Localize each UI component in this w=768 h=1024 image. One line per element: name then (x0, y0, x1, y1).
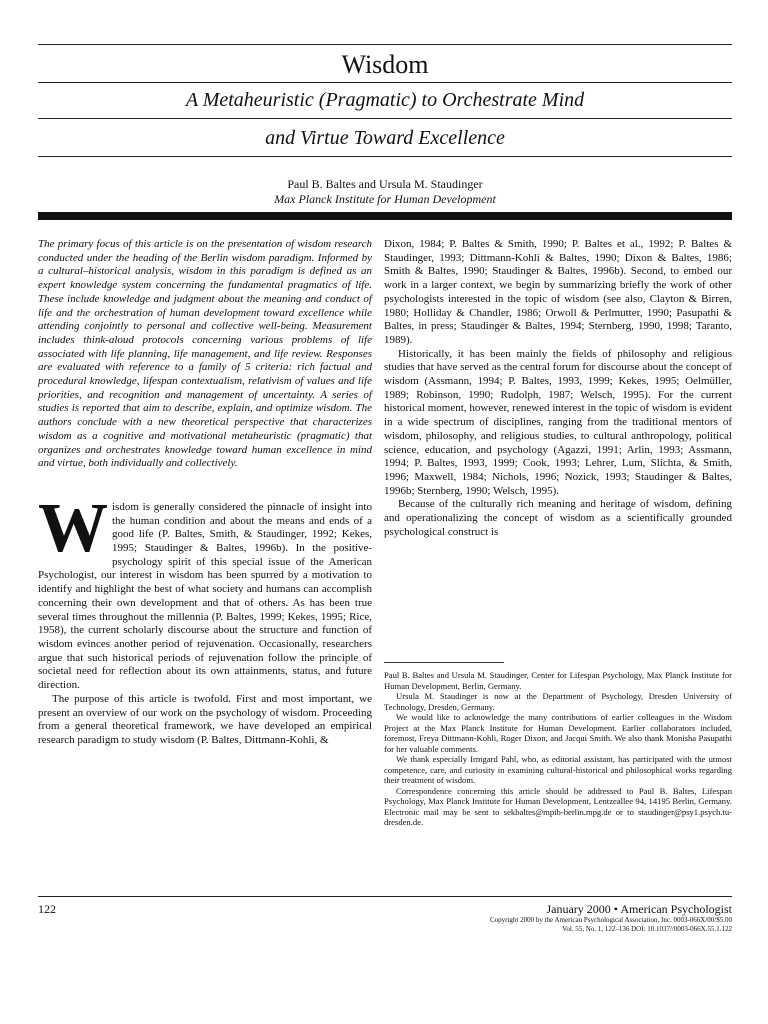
copyright-line-1: Copyright 2000 by the American Psychological Association, Inc. 0003-066X/00/$5.00 (489, 916, 732, 924)
body-paragraph-4: Historically, it has been mainly the fields of philosophy and religious studies that have served as the central forum for discourse about the concept of wisdom (Assmann, 1994; P. Baltes, 1993, 1999; Kekes, 1995; Oelmüller, 1989; Robinson, 1990; Rudolph, 1987; Welsch, 1995). For the current historical moment, however, renewed interest in the topic of wisdom is evident in a wide spectrum of disciplines, ranging from the traditional mentors of wisdom, philosophy, and religious studies, to cultural anthropology, political science, education, and psychology (Agazzi, 1991; Arlin, 1993; Assmann, 1994; P. Baltes, 1993, 1999; Cook, 1993; Lehrer, Lum, Slichta, & Smith, 1996; Maxwell, 1984; Nichols, 1996; Nozick, 1993; Staudinger & Baltes, 1996b; Sternberg, 1990; Welsch, 1995). (384, 347, 732, 497)
footnote-thanks: We thank especially Irmgard Pahl, who, as editorial assistant, has participated with the utmost competence, care, and curiosity in examining cultural-historical and philosophical works regarding their treatment of wisdom. (384, 754, 732, 785)
left-column (38, 238, 372, 748)
title-rule (38, 82, 732, 83)
footer-rule (38, 896, 732, 897)
footnote-rule (384, 662, 504, 663)
subtitle-line-1: A Metaheuristic (Pragmatic) to Orchestrate Mind (185, 89, 585, 111)
top-rule (38, 44, 732, 45)
subtitle-line-2: and Virtue Toward Excellence (265, 127, 505, 149)
journal-info: January 2000 • American Psychologist (546, 902, 732, 916)
subtitle-rule-1 (38, 118, 732, 119)
body-paragraph-1-text: isdom is generally considered the pinnacle of insight into the human condition and about the means and ends of a good life (P. Baltes, Smith, & Staudinger, 1992; Kekes, 1995; Staudinger & Baltes, 1996b). In the positive-psychology spirit of this special issue of the American Psychologist, our interest in wisdom has been spurred by a motivation to identify and highlight the best of what society and humans can accomplish concerning their own development and that of others. As has been true several times throughout the millennia (P. Baltes, 1999; Kekes, 1995; Rice, 1958), the current scholarly discourse about the structure and function of wisdom evinces another period of rejuvenation. Occasionally, researchers argue that such historical periods of rejuvenation follow the principle of societal need for reflection about its own attainments, status, and future direction. (38, 500, 372, 692)
article-title: Wisdom (341, 50, 429, 79)
footnote-correspondence: Correspondence concerning this article should be addressed to Paul B. Baltes, Lifespan Psychology, Max Planck Institute for Human Development, Lentzeallee 94, 14195 Berlin, Germany. Electronic mail may be sent to sekbaltes@mpib-berlin.mpg.de or to staudinger@psy1.psych.tu-dresden.de. (384, 785, 732, 827)
affiliation: Max Planck Institute for Human Development (274, 192, 496, 206)
body-paragraph-5: Because of the culturally rich meaning and heritage of wisdom, defining and operationalizing the concept of wisdom as a scientifically grounded psychological construct is (384, 498, 732, 538)
abstract: The primary focus of this article is on the presentation of wisdom research conducted under the heading of the Berlin wisdom paradigm. Informed by a cultural–historical analysis, wisdom in this paradigm is defined as an expert knowledge system concerning the fundamental pragmatics of life. These include knowledge and judgment about the meaning and conduct of life and the orchestration of human development toward excellence while attending conjointly to personal and collective well-being. Measurement includes think-aloud protocols concerning various problems of life associated with life planning, life management, and life review. Responses are evaluated with reference to a family of 5 criteria: rich factual and procedural knowledge, lifespan contextualism, relativism of values and life priorities, and recognition and management of uncertainty. A series of studies is reported that aim to describe, explain, and optimize wisdom. The authors conclude with a new theoretical perspective that characterizes wisdom as a cognitive and motivational metaheuristic (pragmatic) that organizes and orchestrates knowledge toward human excellence in mind and virtue, both individually and collectively. (38, 238, 372, 470)
footnotes (384, 670, 732, 828)
copyright-line-2: Vol. 55, No. 1, 122–136 DOI: 10.1037//0003-066X.55.1.122 (562, 924, 732, 933)
body-paragraph-3: Dixon, 1984; P. Baltes & Smith, 1990; P. Baltes et al., 1992; P. Baltes & Staudinger, 1993; Dittmann-Kohli & Baltes, 1990; Dixon & Baltes, 1986; Smith & Baltes, 1990; Staudinger & Baltes, 1996b). Second, to embed our work in a larger context, we begin by summarizing briefly the work of other psychologists interested in the topic of wisdom (see also, Clayton & Birren, 1980; Holliday & Chandler, 1986; Orwoll & Perlmutter, 1990; Pasupathi & Baltes, in press; Staudinger & Baltes, 1994; Sternberg, 1990, 1998; Taranto, 1989). (384, 238, 732, 346)
footnote-current-address: Ursula M. Staudinger is now at the Department of Psychology, Dresden University of Technology, Dresden, Germany. (384, 691, 732, 712)
footnote-acknowledgment: We would like to acknowledge the many contributions of earlier colleagues in the Wisdom Project at the Max Planck Institute for Human Development. Earlier collaborators included, foremost, Freya Dittmann-Kohli, Roger Dixon, and Jacqui Smith. We also thank Monisha Pasupathi for her valuable comments. (384, 712, 732, 754)
page-number: 122 (38, 902, 56, 916)
authors: Paul B. Baltes and Ursula M. Staudinger (287, 177, 483, 191)
footnote-affiliation: Paul B. Baltes and Ursula M. Staudinger, Center for Lifespan Psychology, Max Planck Institute for Human Development, Berlin, Germany. (384, 670, 732, 691)
drop-cap: W (38, 489, 108, 567)
body-paragraph-2: The purpose of this article is twofold. First and most important, we present an overview of our work on the psychology of wisdom. Proceeding from a general theoretical framework, we have developed an empirical research paradigm to study wisdom (P. Baltes, Dittmann-Kohli, & (38, 692, 372, 746)
right-column (384, 238, 732, 539)
body-paragraph-1 (38, 489, 372, 693)
author-block (38, 177, 732, 207)
copyright-notice (372, 916, 732, 933)
subtitle-rule-2 (38, 156, 732, 157)
header-bar (38, 212, 732, 220)
